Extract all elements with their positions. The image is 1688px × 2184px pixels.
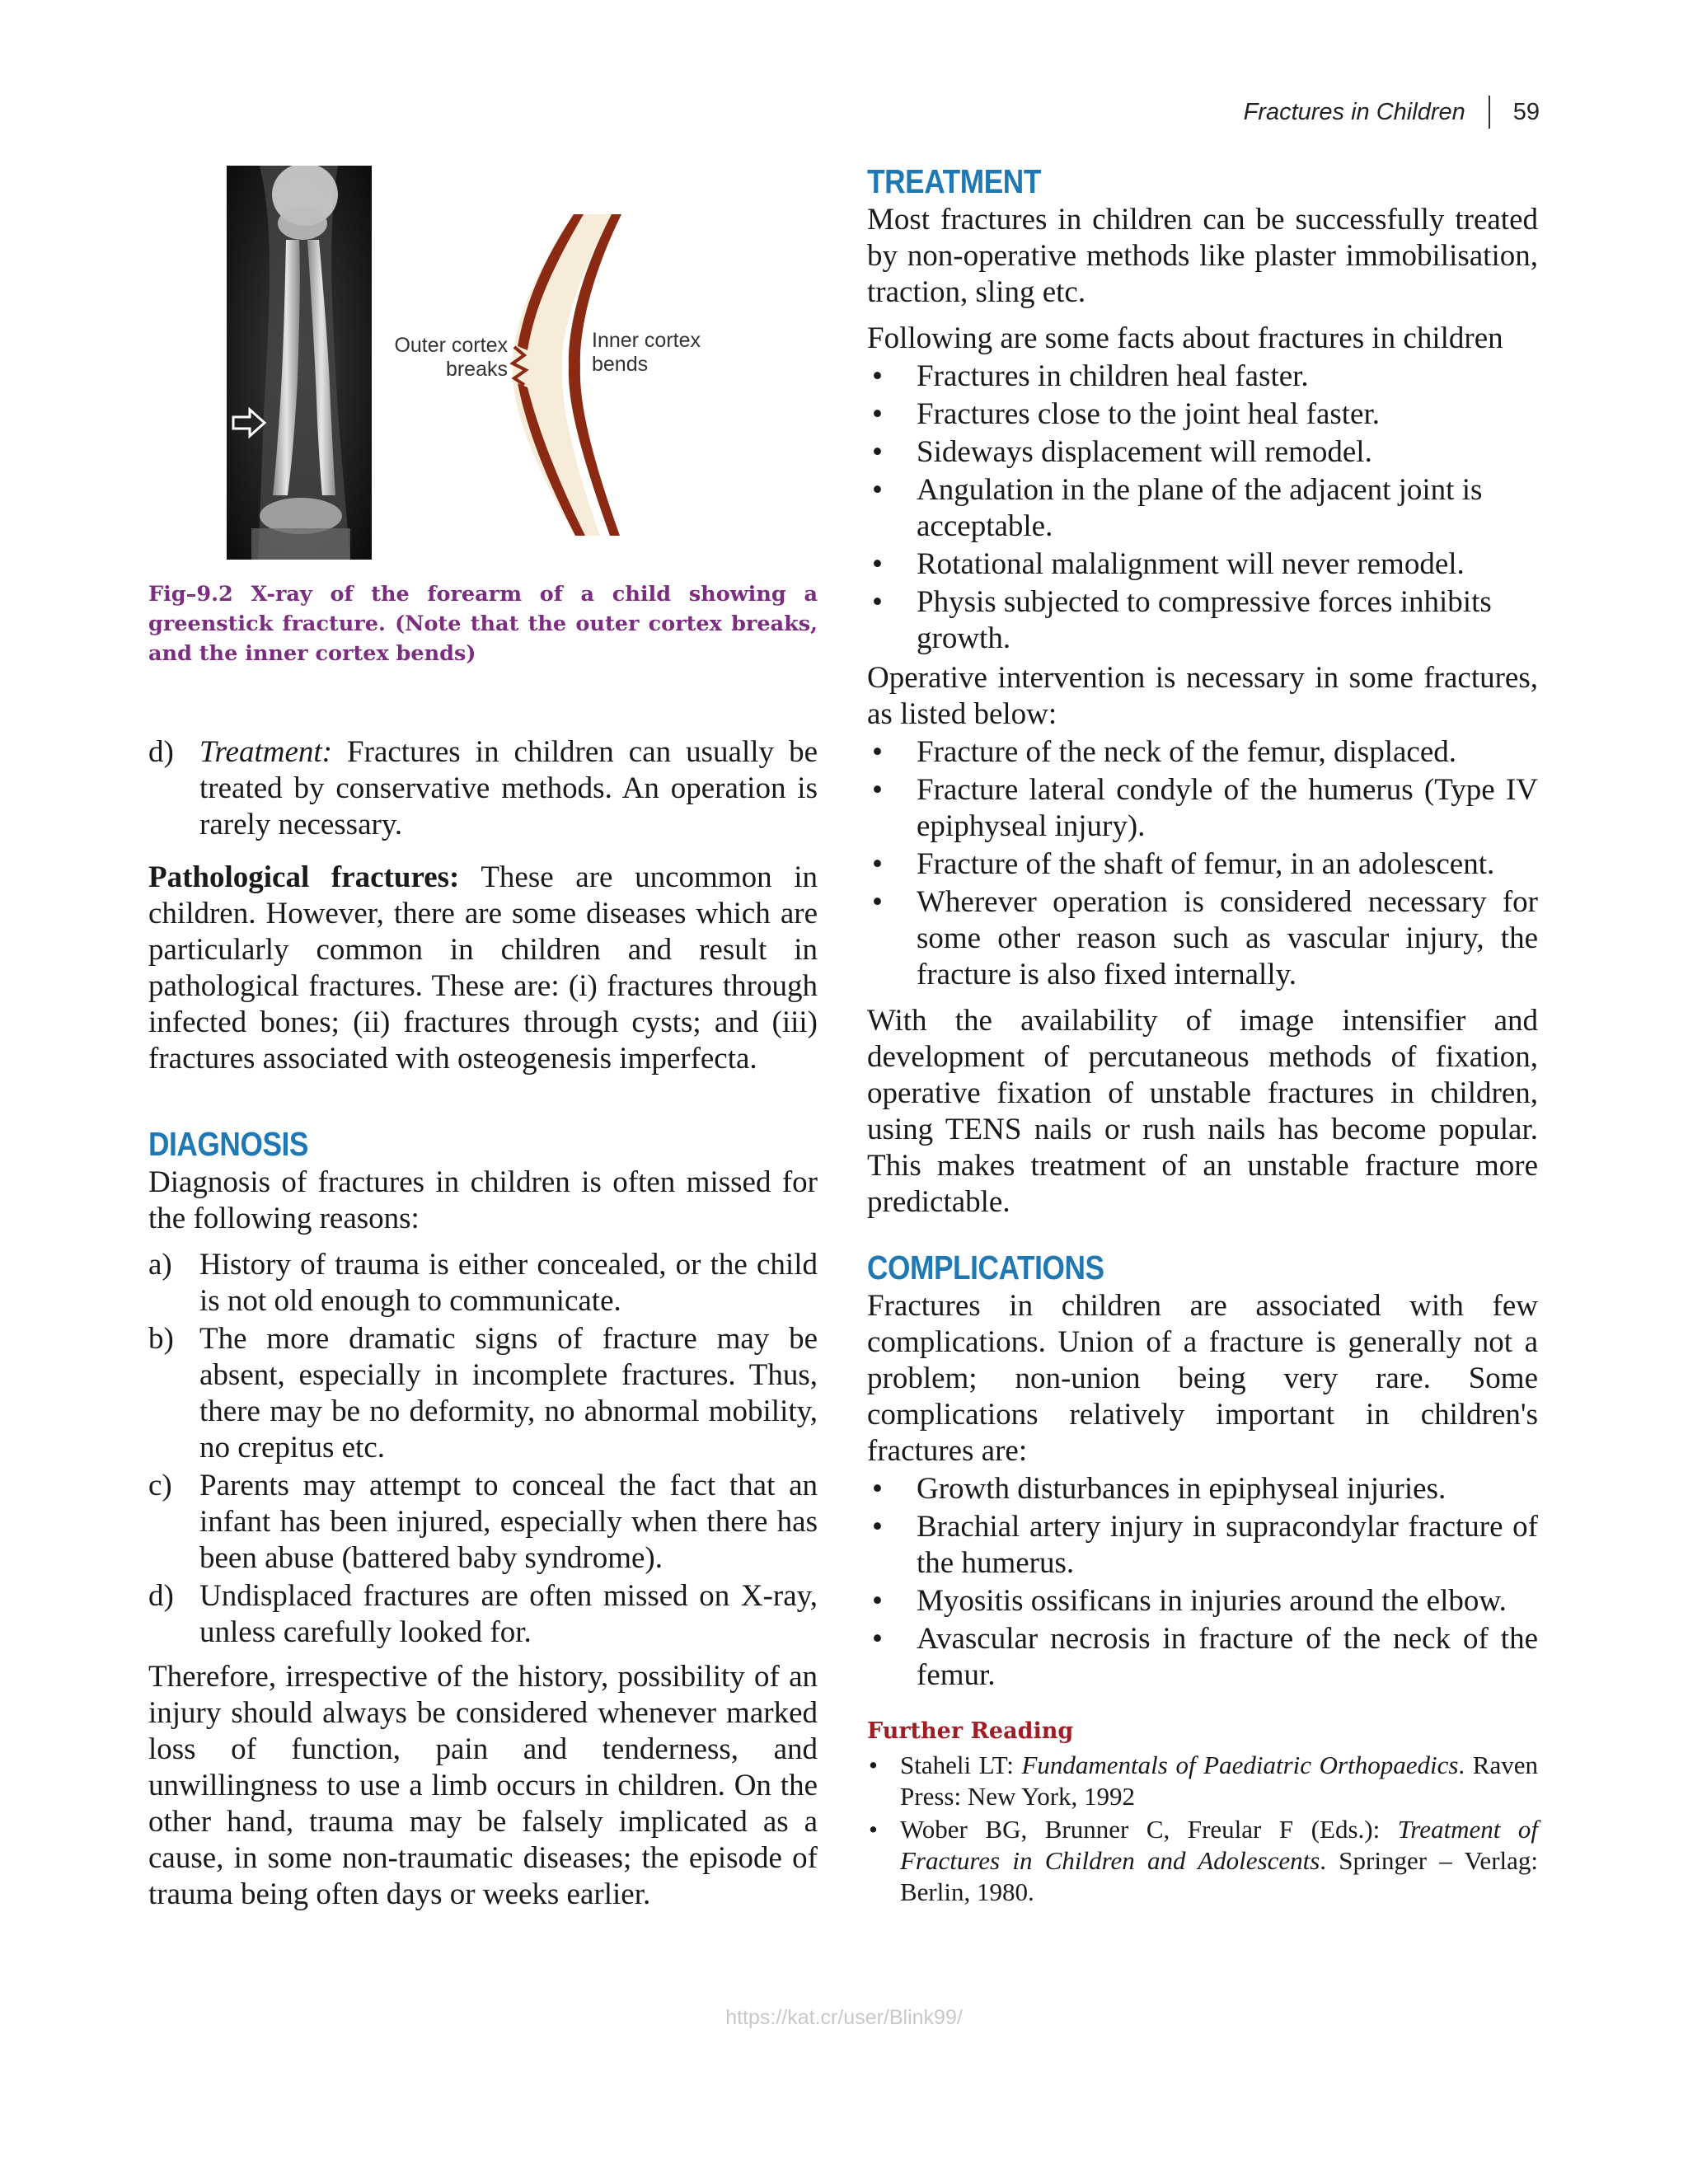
left-column — [148, 161, 818, 1923]
list-item-text: Fracture of the neck of the femur, displaced. — [917, 735, 1456, 769]
complications-list — [867, 1471, 1538, 1694]
bullet-icon: • — [872, 1472, 883, 1506]
list-item — [867, 472, 1538, 545]
list-item-text: History of trauma is either concealed, or the child is not old enough to communicate. — [199, 1248, 818, 1318]
right-column — [867, 161, 1538, 1910]
diagnosis-conclusion: Therefore, irrespective of the history, possibility of an injury should always be considered whenever marked loss of function, pain and tenderness, and unwillingness to use a limb occurs in children. On the other hand, trauma may be falsely implicated as a cause, in some non-traumatic diseases; the episode of trauma being often days or weeks earlier. — [148, 1660, 818, 1911]
bullet-icon: • — [872, 1622, 883, 1656]
list-item — [867, 1621, 1538, 1694]
watermark-url: https://kat.cr/user/Blink99/ — [725, 2006, 963, 2029]
label-outer-cortex-line1: Outer cortex — [394, 334, 508, 357]
reference-publisher: . Raven Press: New York, 1992 — [900, 1750, 1538, 1811]
list-item-text: Fractures in children heal faster. — [917, 359, 1309, 393]
operative-intro: Operative intervention is necessary in some fractures, as listed below: — [867, 661, 1538, 731]
pathological-paragraph — [148, 860, 818, 1077]
bullet-icon: • — [872, 435, 883, 469]
diagnosis-intro: Diagnosis of fractures in children is often missed for the following reasons: — [148, 1165, 818, 1235]
figure-caption: Fig–9.2 X-ray of the forearm of a child showing a greenstick fracture. (Note that the outer cortex breaks, and the inner cortex bends) — [148, 582, 818, 666]
bullet-icon: • — [872, 847, 883, 881]
complications-heading: COMPLICATIONS — [867, 1249, 1104, 1286]
bullet-icon: • — [872, 397, 883, 431]
reference-publisher: . Springer – Verlag: Berlin, 1980. — [900, 1846, 1539, 1906]
label-inner-cortex-line2: bends — [592, 353, 649, 376]
diagnosis-list — [148, 1247, 818, 1651]
bullet-icon: • — [872, 885, 883, 919]
bullet-icon: • — [872, 547, 883, 581]
list-item-text: Sideways displacement will remodel. — [917, 435, 1372, 469]
list-item-text: Undisplaced fractures are often missed on X-ray, unless carefully looked for. — [199, 1579, 818, 1649]
reference-authors: Staheli LT: — [900, 1750, 1022, 1779]
figure-9-2 — [148, 161, 818, 573]
list-item-text: Fracture of the shaft of femur, in an adolescent. — [917, 847, 1495, 881]
list-item — [867, 884, 1538, 993]
list-item-term: Treatment: — [199, 735, 333, 769]
reference-title: Treatment of Fractures in Children and Adolescents — [900, 1815, 1538, 1875]
list-item — [148, 734, 818, 843]
list-item-text: Myositis ossificans in injuries around the elbow. — [917, 1584, 1507, 1618]
list-item-label: b) — [148, 1322, 174, 1356]
list-item-text: Rotational malalignment will never remodel. — [917, 547, 1465, 581]
list-item — [867, 584, 1538, 657]
list-item-text: Fractures close to the joint heal faster. — [917, 397, 1381, 431]
bullet-icon: • — [872, 359, 883, 393]
facts-intro: Following are some facts about fractures in children — [867, 321, 1503, 355]
header-divider — [1489, 96, 1490, 129]
xray-image — [227, 166, 372, 560]
list-item — [867, 1471, 1538, 1507]
bullet-icon: • — [872, 1584, 883, 1618]
list-item — [148, 1578, 818, 1651]
list-item-label: d) — [148, 1579, 174, 1613]
bullet-icon: • — [872, 473, 883, 507]
reference-authors: Wober BG, Brunner C, Freular F (Eds.): — [900, 1815, 1398, 1844]
label-inner-cortex-line1: Inner cortex — [592, 329, 701, 352]
running-title: Fractures in Children — [1243, 98, 1465, 125]
list-item-text: Brachial artery injury in supracondylar fracture of the humerus. — [917, 1510, 1538, 1580]
list-item — [867, 434, 1538, 471]
list-item — [867, 1583, 1538, 1619]
further-reading-title: Further Reading — [867, 1718, 1074, 1744]
list-item-text: Physis subjected to compressive forces inhibits growth. — [917, 585, 1492, 655]
list-item — [148, 1468, 818, 1577]
list-item — [867, 846, 1538, 883]
list-item-text: Avascular necrosis in fracture of the neck of the femur. — [917, 1622, 1538, 1692]
list-item-text: Angulation in the plane of the adjacent joint is acceptable. — [917, 473, 1483, 543]
list-item-label: a) — [148, 1248, 172, 1282]
treatment-intro: Most fractures in children can be successfully treated by non-operative methods like plaster immobilisation, traction, sling etc. — [867, 203, 1538, 309]
references-list — [867, 1750, 1538, 1908]
list-item-text: Fractures in children can usually be treated by conservative methods. An operation is rarely necessary. — [199, 735, 818, 841]
bullet-icon: • — [872, 585, 883, 619]
label-outer-cortex-line2: breaks — [445, 358, 508, 381]
diagnosis-heading: DIAGNOSIS — [148, 1125, 309, 1163]
bullet-icon: • — [869, 1750, 878, 1779]
operative-list — [867, 734, 1538, 993]
list-item-label: c) — [148, 1469, 172, 1502]
bullet-icon: • — [872, 1510, 883, 1544]
reference-item — [867, 1814, 1538, 1908]
bullet-icon: • — [872, 773, 883, 807]
bullet-icon: • — [869, 1815, 878, 1844]
list-item — [867, 734, 1538, 771]
list-item — [148, 1247, 818, 1319]
pathological-text: These are uncommon in children. However, there are some diseases which are particularly common in children and result in pathological fractures. These are: (i) fractures through infected bones; (ii) fractures through cysts; and (iii) fractures associated with osteogenesis imperfecta. — [148, 860, 818, 1076]
list-item-text: Growth disturbances in epiphyseal injuries. — [917, 1472, 1447, 1506]
list-item — [148, 1321, 818, 1466]
pathological-term: Pathological fractures: — [148, 860, 460, 894]
list-item — [867, 772, 1538, 845]
page-number: 59 — [1512, 98, 1540, 125]
treatment-item-list — [148, 734, 818, 843]
facts-list — [867, 359, 1538, 657]
bullet-icon: • — [872, 735, 883, 769]
list-item — [867, 1509, 1538, 1582]
greenstick-diagram — [387, 202, 816, 548]
availability-paragraph: With the availability of image intensifier and development of percutaneous methods of fixation, operative fixation of unstable fractures in children, using TENS nails or rush nails has become popular. This makes treatment of an unstable fracture more predictable. — [867, 1004, 1538, 1219]
list-item-text: The more dramatic signs of fracture may be absent, especially in incomplete fractures. Thus, there may be no deformity, no abnormal mobility, no crepitus etc. — [199, 1322, 818, 1465]
list-item-text: Fracture lateral condyle of the humerus (Type IV epiphyseal injury). — [917, 773, 1538, 843]
list-item-text: Wherever operation is considered necessary for some other reason such as vascular injury, the fracture is also fixed internally. — [917, 885, 1538, 991]
reference-item — [867, 1750, 1538, 1812]
reference-title: Fundamentals of Paediatric Orthopaedics — [1021, 1750, 1459, 1779]
list-item — [867, 546, 1538, 583]
list-item — [867, 396, 1538, 433]
treatment-heading: TREATMENT — [867, 162, 1041, 200]
list-item — [867, 359, 1538, 395]
running-header — [1244, 96, 1540, 129]
complications-intro: Fractures in children are associated with few complications. Union of a fracture is generally not a problem; non-union being very rare. Some complications relatively important in children's fractures are: — [867, 1289, 1538, 1468]
list-item-label: d) — [148, 735, 174, 769]
list-item-text: Parents may attempt to conceal the fact that an infant has been injured, especially when there has been abuse (battered baby syndrome). — [199, 1469, 818, 1575]
